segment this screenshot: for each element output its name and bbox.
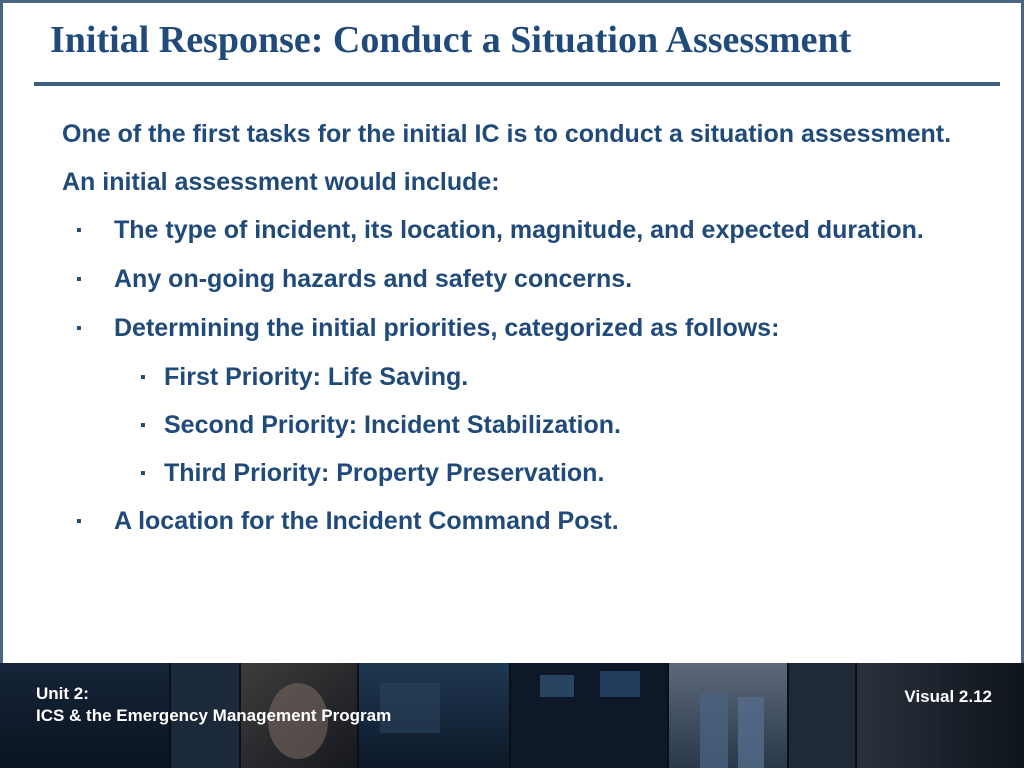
footer-unit-label <box>36 683 391 727</box>
bullet-item <box>62 261 982 298</box>
footer-banner <box>0 663 1024 768</box>
sub-bullet-item <box>62 359 982 396</box>
sub-bullet-square-icon: ▪ <box>140 369 146 386</box>
bullet-square-icon: ▪ <box>76 513 82 530</box>
sub-bullet-item <box>62 455 982 492</box>
bullet-text: Any on-going hazards and safety concerns. <box>114 265 633 293</box>
bullet-item <box>62 503 982 540</box>
bullet-item <box>62 310 982 347</box>
visual-number: Visual 2.12 <box>904 687 992 706</box>
lead-paragraph: An initial assessment would include: <box>62 168 500 196</box>
sub-bullet-text: First Priority: Life Saving. <box>164 363 469 391</box>
sub-bullet-text: Second Priority: Incident Stabilization. <box>164 411 621 439</box>
bullet-item <box>62 212 982 249</box>
bullet-text: A location for the Incident Command Post. <box>114 507 619 535</box>
bullet-text: Determining the initial priorities, categorized as follows: <box>114 314 780 342</box>
unit-number: Unit 2: <box>36 684 89 703</box>
bullet-text: The type of incident, its location, magnitude, and expected duration. <box>114 216 924 244</box>
slide-body <box>62 116 982 552</box>
sub-bullet-text: Third Priority: Property Preservation. <box>164 459 605 487</box>
course-title: ICS & the Emergency Management Program <box>36 706 392 725</box>
bullet-square-icon: ▪ <box>76 271 82 288</box>
sub-bullet-square-icon: ▪ <box>140 465 146 482</box>
bullet-square-icon: ▪ <box>76 222 82 239</box>
slide-title: Initial Response: Conduct a Situation Assessment <box>50 19 852 61</box>
bullet-square-icon: ▪ <box>76 320 82 337</box>
intro-paragraph: One of the first tasks for the initial IC is to conduct a situation assessment. <box>62 120 952 148</box>
sub-bullet-item <box>62 407 982 444</box>
title-divider <box>34 82 1000 86</box>
sub-bullet-square-icon: ▪ <box>140 417 146 434</box>
